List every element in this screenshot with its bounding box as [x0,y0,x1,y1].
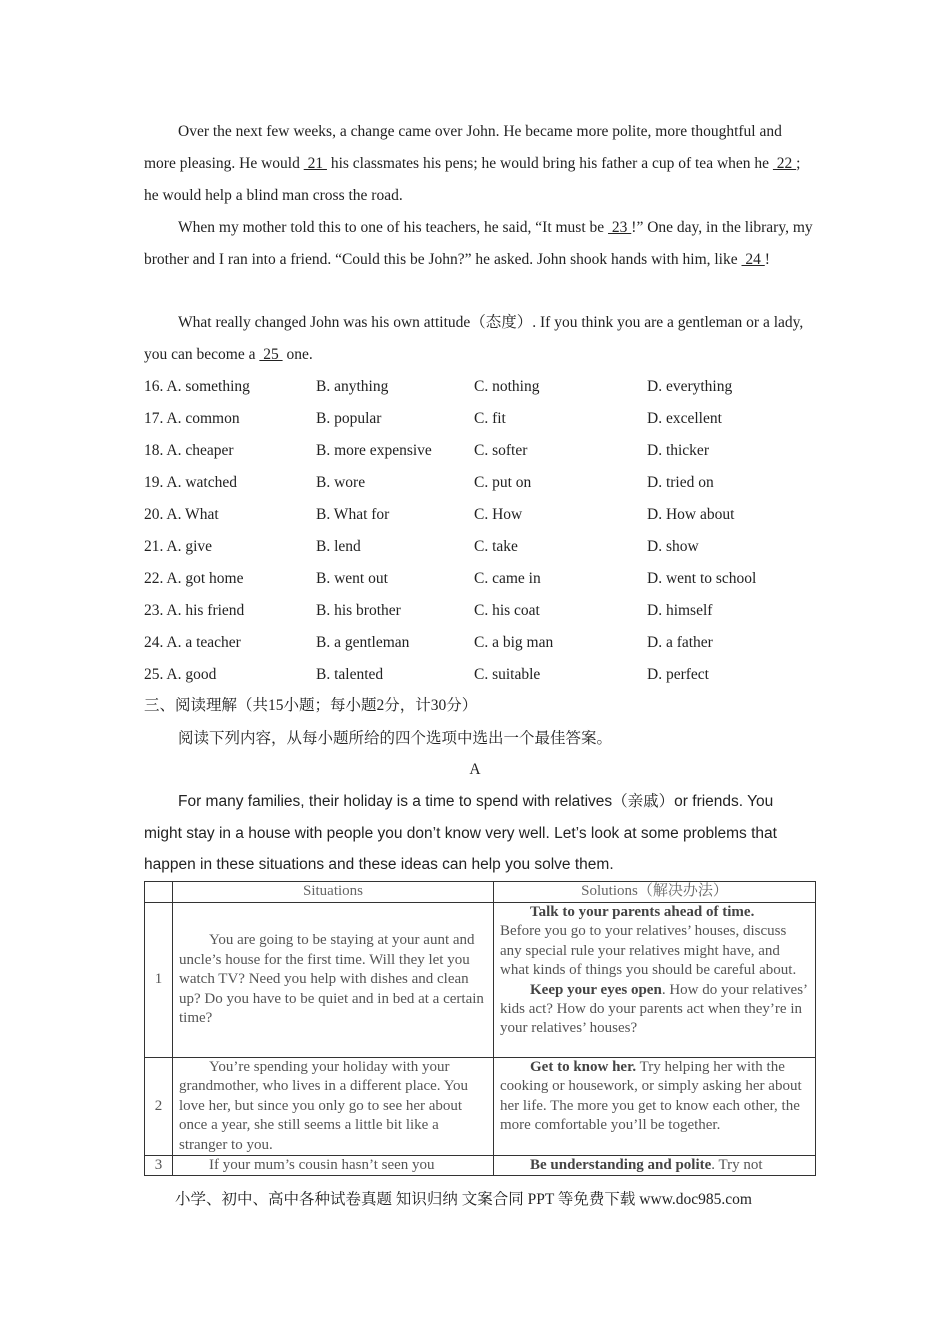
blank-25: 25 [259,346,283,363]
passage-paragraph-2: When my mother told this to one of his teachers, he said, “It must be 23 !” One day, in the library, my brother and I ran into a friend. “Could this be John?” he asked. John shook hands with him, like 24 ! [144,219,813,268]
option-row-21: 21. A. give B. lend C. take D. show [144,538,699,555]
option-row-25: 25. A. good B. talented C. suitable D. perfect [144,666,709,683]
option-row-17: 17. A. common B. popular C. fit D. excellent [144,410,722,427]
row-number: 1 [145,903,173,1058]
table-header-num [145,882,173,903]
blank-24: 24 [741,251,765,268]
solution-cell: Be understanding and polite. Try not [494,1156,816,1176]
blank-22: 22 [772,155,797,172]
answer-options [144,371,814,691]
table-header-solutions: Solutions（解决办法） [494,882,816,903]
option-row-20: 20. A. What B. What for C. How D. How about [144,506,735,523]
option-row-19: 19. A. watched B. wore C. put on D. tried on [144,474,714,491]
passage-paragraph-3: What really changed John was his own attitude（态度）. If you think you are a gentleman or a lady, you can become a 25 one. [144,314,804,363]
table-row [145,903,816,1058]
table-header-situations: Situations [173,882,494,903]
option-row-24: 24. A. a teacher B. a gentleman C. a big man D. a father [144,634,713,651]
option-row-18: 18. A. cheaper B. more expensive C. softer D. thicker [144,442,709,459]
passage-paragraph-1: Over the next few weeks, a change came over John. He became more polite, more thoughtful and more pleasing. He would 21 his classmates his pens; he would bring his father a cup of tea when he 22 ; he would help a blind man cross the road. [144,123,801,204]
table-row [145,1058,816,1156]
option-row-22: 22. A. got home B. went out C. came in D. went to school [144,570,757,587]
blank-23: 23 [608,219,632,236]
section-title: 三、阅读理解（共15小题；每小题2分，计30分） [144,697,478,714]
situation-cell: You’re spending your holiday with your grandmother, who lives in a different place. You love her, but since you only go to see her about once a year, she still seems a little bit like a stranger to you. [173,1058,494,1156]
section-instruction: 阅读下列内容，从每小题所给的四个选项中选出一个最佳答案。 [178,730,613,747]
table-header-row [145,882,816,903]
option-row-23: 23. A. his friend B. his brother C. his coat D. himself [144,602,713,619]
passage-letter: A [469,761,481,778]
solution-cell: Talk to your parents ahead of time. Before you go to your relatives’ houses, discuss any special rule your relatives might have, and what kinds of things you should be careful about. Keep your eyes open. How do your relatives’ kids act? How do your parents act when they’re in your relatives’ houses? [494,903,816,1058]
solutions-table [144,881,816,1176]
blank-21: 21 [303,155,327,172]
table-row [145,1156,816,1176]
solution-cell: Get to know her. Try helping her with the cooking or housework, or simply asking her about her life. The more you get to know each other, the more comfortable you’ll be together. [494,1058,816,1156]
reading-intro: For many families, their holiday is a time to spend with relatives（亲戚）or friends. You might stay in a house with people you don’t know very well. Let’s look at some problems that happen in these situations and these ideas can help you solve them. [144,793,777,873]
row-number: 3 [145,1156,173,1176]
row-number: 2 [145,1058,173,1156]
option-row-16: 16. A. something B. anything C. nothing D. everything [144,378,733,395]
page-footer: 小学、初中、高中各种试卷真题 知识归纳 文案合同 PPT 等免费下载 www.doc985.com [175,1191,752,1208]
situation-cell: If your mum’s cousin hasn’t seen you [173,1156,494,1176]
situation-cell: You are going to be staying at your aunt and uncle’s house for the first time. Will they let you watch TV? Need you help with dishes and clean up? Do you have to be quiet and in bed at a certain time? [173,903,494,1058]
